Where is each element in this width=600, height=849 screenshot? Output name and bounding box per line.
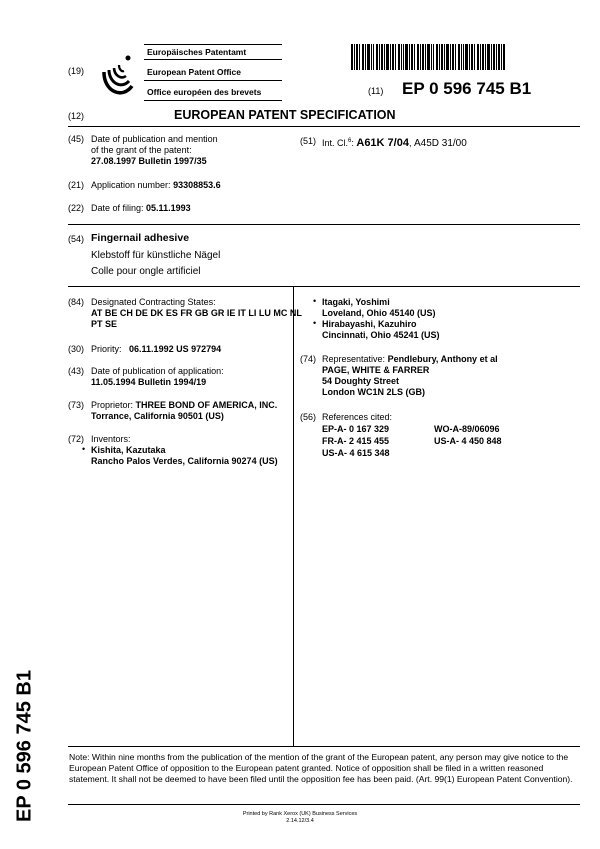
header-rule-top [144, 44, 282, 45]
application-number-value: 93308853.6 [173, 180, 221, 190]
proprietor-address: Torrance, California 90501 (US) [91, 411, 224, 421]
inventor-2-address: Loveland, Ohio 45140 (US) [322, 308, 436, 318]
int-cl-sup: 6 [348, 138, 352, 144]
inid-code-74: (74) [300, 354, 317, 364]
grant-date-label-1: Date of publication and mention [91, 134, 218, 144]
inid-code-45: (45) [68, 134, 85, 144]
inid-code-72: (72) [68, 434, 85, 444]
application-number-label: Application number: [91, 180, 171, 190]
designated-states-line1: AT BE CH DE DK ES FR GB GR IE IT LI LU MC NL [91, 308, 302, 318]
int-cl-line: Int. Cl.$^6$: A61K 7/04, A45D 31/00 [322, 137, 467, 149]
office-name-en: European Patent Office [147, 67, 241, 77]
application-pub-value: 11.05.1994 Bulletin 1994/19 [91, 377, 207, 387]
int-cl-label: Int. Cl. [322, 138, 349, 148]
reference-citation: US-A- 4 450 848 [434, 436, 502, 446]
proprietor-label: Proprietor: [91, 400, 134, 410]
reference-citation: WO-A-89/06096 [434, 424, 500, 434]
title-fr: Colle pour ongle artificiel [91, 266, 201, 277]
inventor-1-name: Kishita, Kazutaka [91, 445, 166, 455]
inventor-2-name: Itagaki, Yoshimi [322, 297, 390, 307]
column-divider [293, 287, 294, 746]
inventor-3-address: Cincinnati, Ohio 45241 (US) [322, 330, 440, 340]
header-rule [144, 100, 282, 101]
reference-citation: US-A- 4 615 348 [322, 448, 390, 458]
representative-street: 54 Doughty Street [322, 376, 400, 386]
office-name-fr: Office européen des brevets [147, 87, 262, 97]
application-pub-label: Date of publication of application: [91, 366, 224, 376]
inid-code-43: (43) [68, 366, 85, 376]
footer-rule [68, 804, 580, 805]
inid-code-11: (11) [368, 86, 384, 96]
proprietor-line [91, 400, 277, 411]
bullet: • [313, 318, 317, 328]
int-cl-main: A61K 7/04 [356, 137, 409, 149]
header-rule [144, 59, 282, 60]
proprietor-value: THREE BOND OF AMERICA, INC. [135, 400, 278, 410]
side-publication-number [6, 670, 44, 822]
references-label: References cited: [322, 412, 393, 422]
title-de: Klebstoff für künstliche Nägel [91, 250, 221, 261]
filing-date-label: Date of filing: [91, 203, 144, 213]
epo-logo-icon [98, 48, 138, 96]
title-en: Fingernail adhesive [91, 232, 190, 244]
reference-citation: EP-A- 0 167 329 [322, 424, 390, 434]
priority-line [91, 344, 221, 355]
inid-code-54: (54) [68, 234, 85, 244]
section-divider [68, 224, 580, 225]
representative-line [322, 354, 498, 365]
inid-code-51: (51) [300, 136, 317, 146]
inid-code-73: (73) [68, 400, 85, 410]
representative-firm: PAGE, WHITE & FARRER [322, 365, 430, 375]
side-publication-number-text: EP 0 596 745 B1 [13, 670, 36, 822]
bullet: • [313, 296, 317, 306]
office-name-de: Europäisches Patentamt [147, 47, 247, 57]
document-type: EUROPEAN PATENT SPECIFICATION [174, 108, 396, 122]
inid-code-30: (30) [68, 344, 85, 354]
inventor-3-name: Hirabayashi, Kazuhiro [322, 319, 417, 329]
grant-date-value: 27.08.1997 Bulletin 1997/35 [91, 156, 207, 166]
filing-date-value: 05.11.1993 [146, 203, 191, 213]
inid-code-84: (84) [68, 297, 85, 307]
priority-label: Priority: [91, 344, 122, 354]
header-rule [144, 80, 282, 81]
publication-number: EP 0 596 745 B1 [402, 79, 532, 98]
inid-code-21: (21) [68, 180, 85, 190]
inid-code-22: (22) [68, 203, 85, 213]
section-divider [68, 746, 580, 747]
filing-date-line [91, 203, 191, 214]
inid-code-12: (12) [68, 111, 85, 121]
priority-value: 06.11.1992 US 972794 [129, 344, 222, 354]
application-number-line [91, 180, 221, 191]
opposition-note: Note: Within nine months from the publication of the mention of the grant of the European patent, any person may give notice to the European Patent Office of opposition to the European patent granted. Notice of opposition shall be filed in a written reasoned statement. It shall not be deemed to have been filed until the opposition fee has been paid. (Art. 99(1) European Patent Convention). [69, 752, 573, 784]
section-divider [68, 286, 580, 287]
inventors-label: Inventors: [91, 434, 131, 444]
footer-code: 2.14.12/3.4 [286, 818, 314, 824]
representative-name: Pendlebury, Anthony et al [387, 354, 498, 364]
inid-code-19: (19) [68, 66, 85, 76]
representative-city: London WC1N 2LS (GB) [322, 387, 425, 397]
reference-citation: FR-A- 2 415 455 [322, 436, 390, 446]
barcode-icon [351, 44, 505, 70]
representative-label: Representative: [322, 354, 386, 364]
grant-date-label-2: of the grant of the patent: [91, 145, 192, 155]
bullet: • [82, 444, 86, 454]
footer-printer: Printed by Rank Xerox (UK) Business Services [242, 811, 358, 817]
section-divider [68, 126, 580, 127]
designated-states-line2: PT SE [91, 319, 118, 329]
inid-code-56: (56) [300, 412, 317, 422]
int-cl-secondary: A45D 31/00 [413, 138, 467, 149]
designated-states-label: Designated Contracting States: [91, 297, 216, 307]
inventor-1-address: Rancho Palos Verdes, California 90274 (US) [91, 456, 278, 466]
